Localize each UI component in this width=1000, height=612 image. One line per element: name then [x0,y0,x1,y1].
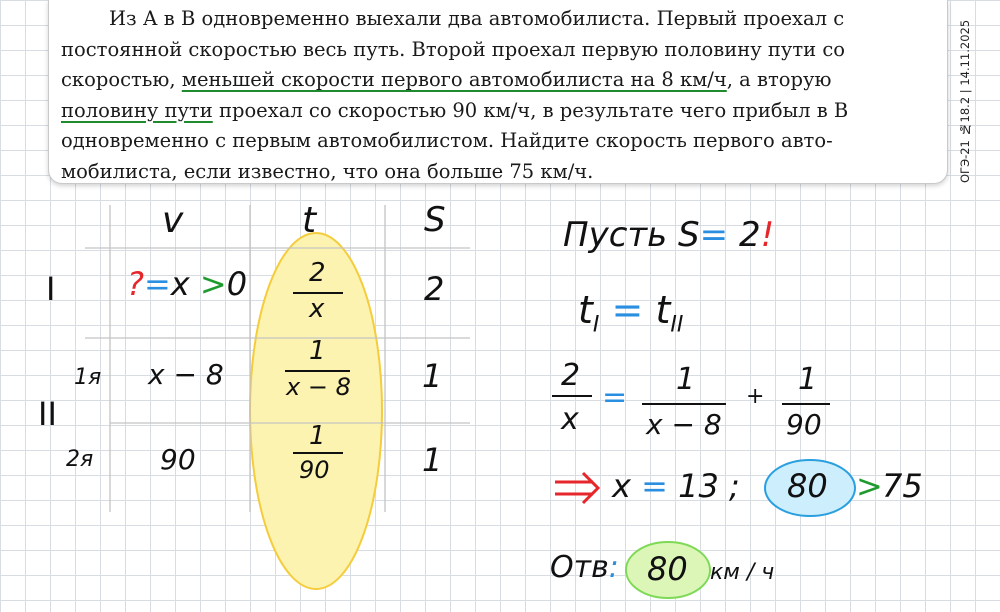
task-id-label: ОГЭ-21 №18.2 | 14.11.2025 [958,19,972,183]
t3-denominator: 90 [299,456,330,484]
eq-frac2-den: x − 8 [646,408,722,441]
t-right-sub: II [670,312,684,338]
row-label-I: I [46,270,56,308]
implies-arrow [555,473,598,503]
equals-sign: = [143,265,171,303]
root-80: 80 [787,467,828,505]
answer-label [550,550,619,585]
time-equals: = [611,288,644,332]
let-word: Пусть [563,215,668,255]
answer-unit: км / ч [710,560,775,585]
roots-equals: = [641,467,668,505]
t3-numerator: 1 [309,421,326,451]
problem-line-2: постоянной скоростью весь путь. Второй проехал первую половину пути со [61,37,846,61]
eq-frac1-num: 2 [561,358,581,393]
t-left-sub: I [592,312,600,338]
let-equals: = [699,215,729,255]
root-13: 13 [678,467,719,505]
problem-line-3-b: , а вторую [726,68,832,91]
answer-value: 80 [647,550,688,588]
answer-word: Отв [550,550,609,585]
s3: 1 [422,441,443,479]
problem-line-5: одновременно с первым автомобилистом. Найдите скорость первого авто- [61,129,833,152]
eq-frac1-den: x [561,402,579,437]
var-x: x [170,265,190,303]
row3-speed: 90 [160,443,196,476]
eq-frac3-den: 90 [786,408,822,441]
problem-underlined-1: меньшей скорости первого автомобилиста на 8 км/ч [181,68,727,91]
answer-colon: : [608,550,619,585]
let-value: 2 [738,215,761,255]
t2-numerator: 1 [309,336,326,366]
eq-frac3-num: 1 [798,362,818,397]
t2-denominator: x − 8 [286,373,351,401]
s1: 2 [424,270,445,308]
root-greater: > [856,467,883,505]
row1-speed [127,265,247,303]
problem-underlined-2: половину пути [61,98,213,122]
row2-speed: x − 8 [148,358,224,391]
t-left: t [578,288,593,332]
let-statement [563,215,774,255]
problem-line-1: Из А в В одновременно выехали два автомобилиста. Первый проехал с [109,7,845,30]
header-t: t [302,200,317,241]
root-var: x [612,467,631,505]
greater-sign: > [199,265,227,303]
roots-line [612,467,740,505]
t-right: t [655,288,671,332]
roots-semicolon: ; [728,467,740,505]
t1-denominator: x [309,294,325,324]
sub-label-2: 2я [66,447,94,472]
header-v: v [162,200,184,241]
zero: 0 [226,265,248,303]
s-var: S [678,215,700,255]
unknown-mark: ? [127,265,144,303]
row-label-II: II [38,395,57,433]
problem-line-6: мобилиста, если известно, что она больше 75 км/ч. [61,159,594,183]
t1-numerator: 2 [309,258,326,288]
exclamation: ! [760,215,775,255]
time-equality [578,288,683,338]
s2: 1 [422,357,443,395]
problem-line-4-b: проехал со скоростью 90 км/ч, в результате чего прибыл в В [212,98,849,122]
sub-label-1: 1я [74,365,102,390]
problem-line-3-a: скоростью, [61,68,182,91]
root-limit: 75 [882,467,923,505]
eq-frac2-num: 1 [676,362,696,397]
eq-equals: = [602,380,628,415]
eq-plus: + [746,384,765,409]
header-s: S [424,200,446,240]
